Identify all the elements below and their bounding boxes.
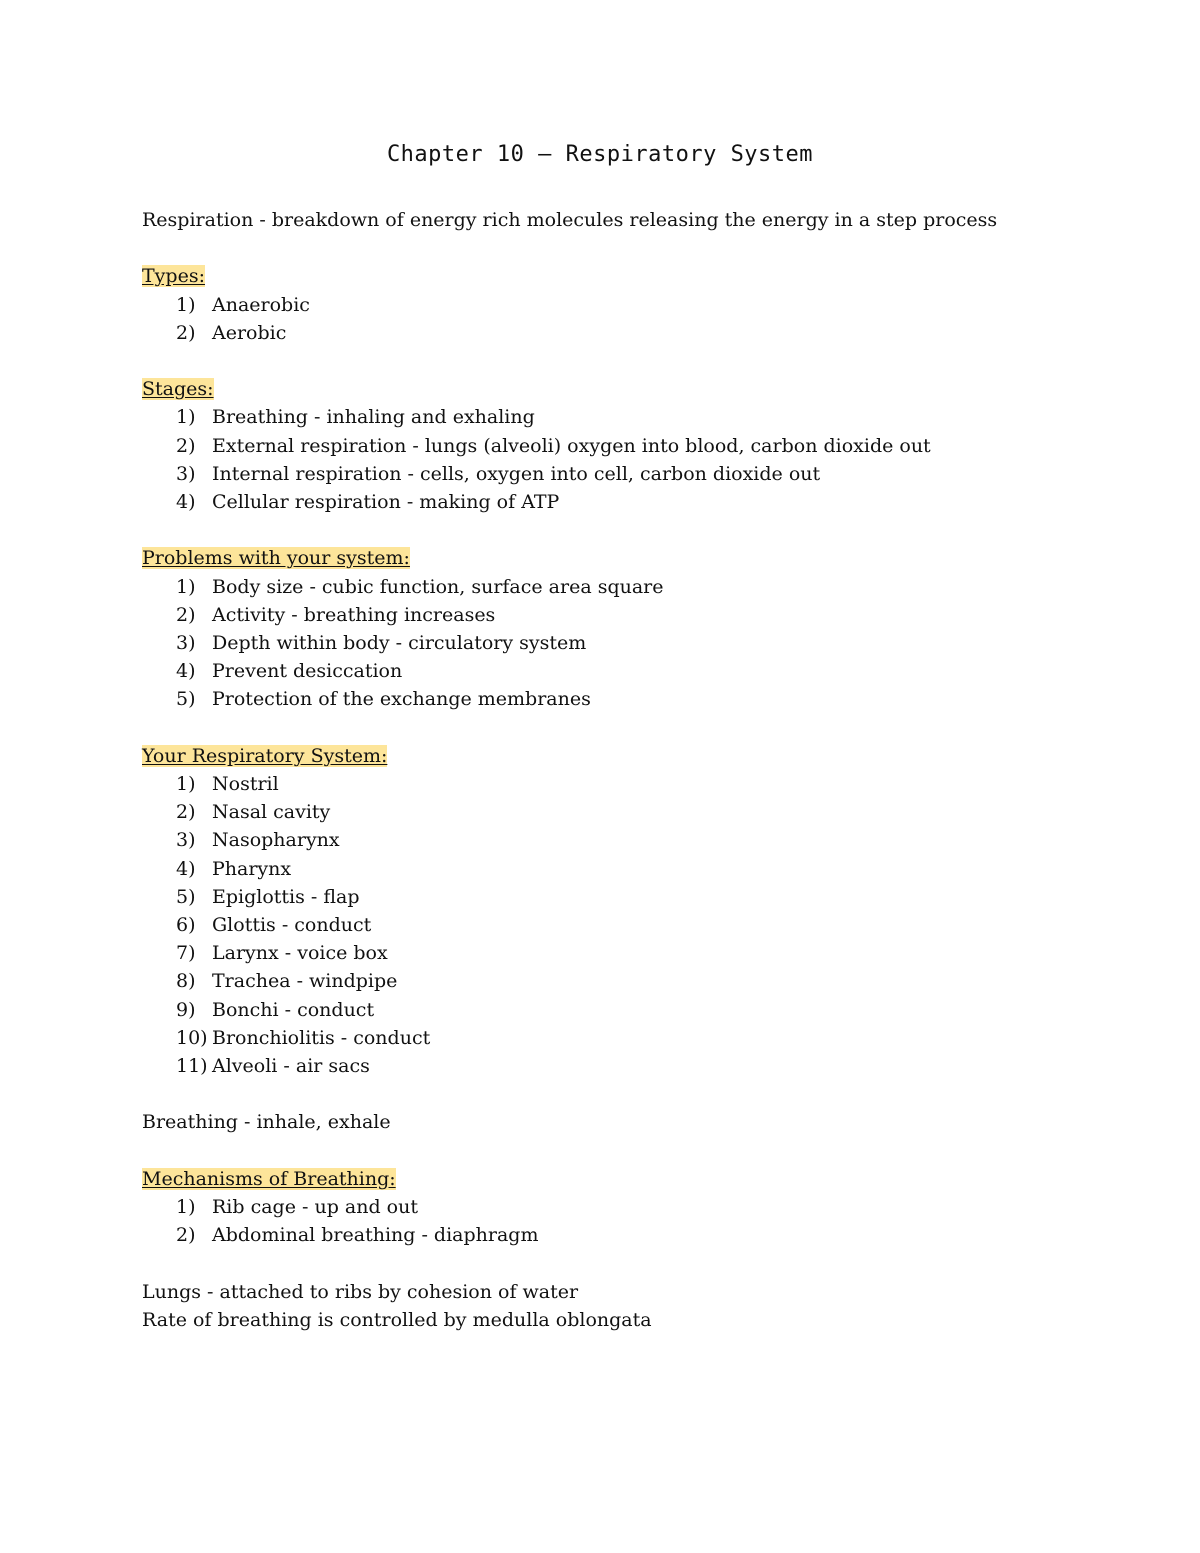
breathing-note: Breathing - inhale, exhale — [142, 1111, 391, 1134]
list-item: 6) Glottis - conduct — [176, 914, 372, 937]
list-item: 5) Epiglottis - flap — [176, 885, 360, 908]
closing-line: Lungs - attached to ribs by cohesion of water — [142, 1280, 579, 1303]
list-item: 9) Bonchi - conduct — [176, 998, 375, 1021]
closing-line: Rate of breathing is controlled by medulla oblongata — [142, 1308, 652, 1331]
mechanisms-list — [142, 1193, 1102, 1249]
list-item: 1) Body size - cubic function, surface area square — [176, 575, 664, 598]
list-item: 1) Breathing - inhaling and exhaling — [176, 406, 535, 429]
list-item: 2) Abdominal breathing - diaphragm — [176, 1224, 539, 1247]
section-heading-mechanisms: Mechanisms of Breathing: — [142, 1167, 396, 1190]
list-item: 3) Internal respiration - cells, oxygen into cell, carbon dioxide out — [176, 462, 821, 485]
list-item: 2) Activity - breathing increases — [176, 603, 496, 626]
section-heading-types: Types: — [142, 265, 205, 288]
list-item: 4) Cellular respiration - making of ATP — [176, 491, 560, 513]
list-item: 4) Pharynx — [176, 857, 292, 880]
list-item: 2) Aerobic — [176, 321, 287, 344]
list-item: 1) Nostril — [176, 773, 279, 795]
list-item: 3) Depth within body - circulatory system — [176, 632, 587, 654]
list-item: 11) Alveoli - air sacs — [176, 1055, 370, 1078]
list-item: 5) Protection of the exchange membranes — [176, 688, 591, 711]
list-item: 1) Anaerobic — [176, 293, 310, 316]
list-item: 2) External respiration - lungs (alveoli) oxygen into blood, carbon dioxide out — [176, 434, 931, 457]
list-item: 8) Trachea - windpipe — [176, 970, 398, 993]
document-body — [142, 206, 1102, 1334]
list-item: 10) Bronchiolitis - conduct — [176, 1026, 431, 1049]
section-heading-stages: Stages: — [142, 378, 214, 401]
list-item: 3) Nasopharynx — [176, 829, 340, 852]
intro-paragraph: Respiration - breakdown of energy rich molecules releasing the energy in a step process — [142, 209, 998, 231]
respiratory-system-list — [142, 770, 1102, 1080]
types-list — [142, 291, 1102, 347]
list-item: 1) Rib cage - up and out — [176, 1196, 418, 1219]
list-item: 2) Nasal cavity — [176, 801, 331, 824]
list-item: 4) Prevent desiccation — [176, 660, 403, 683]
stages-list — [142, 403, 1102, 516]
list-item: 7) Larynx - voice box — [176, 942, 388, 965]
section-heading-problems: Problems with your system: — [142, 547, 410, 570]
section-heading-respiratory-system: Your Respiratory System: — [142, 744, 388, 767]
problems-list — [142, 573, 1102, 714]
page-title: Chapter 10 – Respiratory System — [386, 142, 814, 167]
